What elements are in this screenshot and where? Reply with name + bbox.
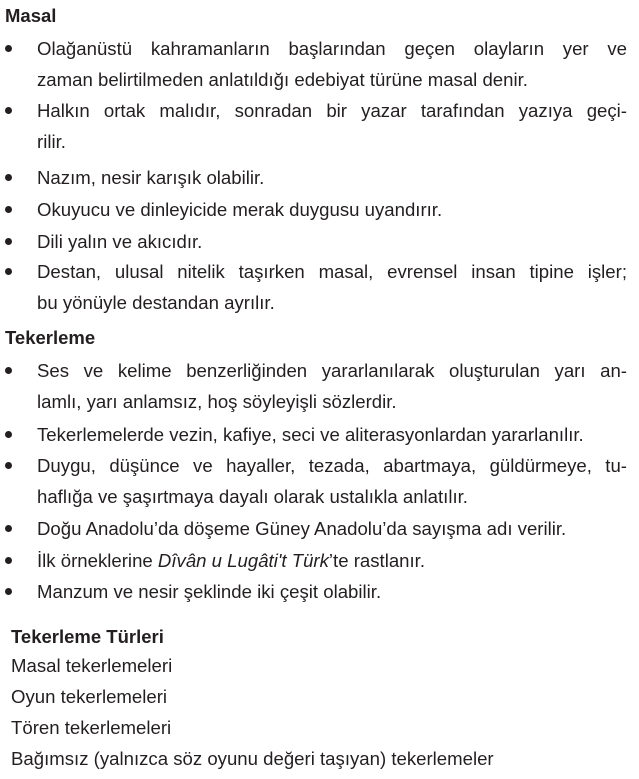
bullet-icon xyxy=(5,557,12,564)
bullet-icon xyxy=(5,45,12,52)
item-text-suffix: ’te rastlanır. xyxy=(328,550,426,571)
type-list-item: Oyun tekerlemeleri xyxy=(11,686,168,707)
item-line: Tekerlemelerde vezin, kafiye, seci ve aliterasyonlardan yararlanılır. xyxy=(37,424,584,445)
item-line: Duygu, düşünce ve hayaller, tezada, abartmaya, güldürmeye, tu- xyxy=(37,455,627,476)
type-list-item: Bağımsız (yalnızca söz oyunu değeri taşıyan) tekerlemeler xyxy=(11,748,494,769)
item-line: zaman belirtilmeden anlatıldığı edebiyat türüne masal denir. xyxy=(37,69,528,90)
item-line: Ses ve kelime benzerliğinden yararlanılarak oluşturulan yarı an- xyxy=(37,360,627,381)
item-line: Halkın ortak malıdır, sonradan bir yazar tarafından yazıya geçi- xyxy=(37,100,627,121)
bullet-icon xyxy=(5,174,12,181)
item-line: bu yönüyle destandan ayrılır. xyxy=(37,292,275,313)
type-list-item: Tören tekerlemeleri xyxy=(11,717,172,738)
type-list-item: Masal tekerlemeleri xyxy=(11,655,173,676)
item-line: Dili yalın ve akıcıdır. xyxy=(37,231,203,252)
item-line: Destan, ulusal nitelik taşırken masal, evrensel insan tipine işler; xyxy=(37,261,627,282)
item-line: Okuyucu ve dinleyicide merak duygusu uyandırır. xyxy=(37,199,443,220)
item-line: Olağanüstü kahramanların başlarından geçen olayların yer ve xyxy=(37,38,627,59)
item-line: haflığa ve şaşırtmaya dayalı olarak ustalıkla anlatılır. xyxy=(37,486,468,507)
item-line: Doğu Anadolu’da döşeme Güney Anadolu’da sayışma adı verilir. xyxy=(37,518,567,539)
item-line: lamlı, yarı anlamsız, hoş söyleyişli sözlerdir. xyxy=(37,391,397,412)
item-line: Manzum ve nesir şeklinde iki çeşit olabilir. xyxy=(37,581,382,602)
bullet-icon xyxy=(5,431,12,438)
item-line: rilir. xyxy=(37,131,66,152)
section-heading-masal: Masal xyxy=(5,5,57,26)
book-title: Dîvân u Lugâti't Türk xyxy=(157,550,329,571)
item-line xyxy=(37,545,627,576)
bullet-icon xyxy=(5,268,12,275)
section-heading-tekerleme-turleri: Tekerleme Türleri xyxy=(11,626,164,647)
bullet-icon xyxy=(5,238,12,245)
item-line: Nazım, nesir karışık olabilir. xyxy=(37,167,265,188)
bullet-icon xyxy=(5,367,12,374)
bullet-icon xyxy=(5,588,12,595)
item-text-prefix: İlk örneklerine xyxy=(37,550,158,571)
bullet-icon xyxy=(5,107,12,114)
bullet-icon xyxy=(5,206,12,213)
bullet-icon xyxy=(5,525,12,532)
section-heading-tekerleme: Tekerleme xyxy=(5,327,96,348)
bullet-icon xyxy=(5,462,12,469)
